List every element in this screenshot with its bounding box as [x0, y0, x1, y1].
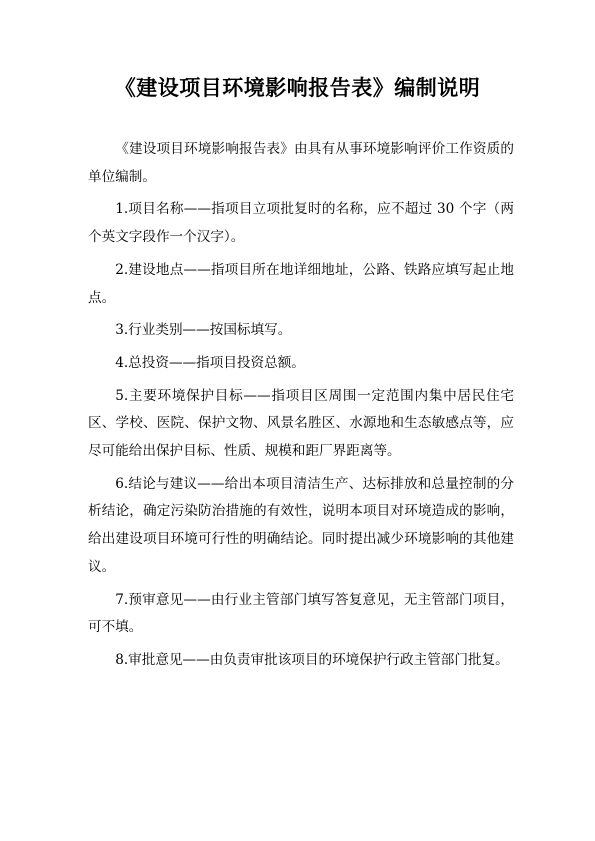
item-total-investment: 4.总投资——指项目投资总额。 [115, 354, 305, 371]
item-protection-targets: 5.主要环境保护目标——指项目区周围一定范围内集中居民住宅区、学校、医院、保护文物、风景名胜区、水源地和生态敏感点等，应尽可能给出保护目标、性质、规模和距厂界距离等。 [88, 387, 514, 460]
item-construction-site: 2.建设地点——指项目所在地详细地址，公路、铁路应填写起止地点。 [88, 261, 514, 306]
item-project-name: 1.项目名称——指项目立项批复时的名称，应不超过 30 个字（两个英文字段作一个汉字）。 [88, 201, 514, 246]
item-approval-opinion: 8.审批意见——由负责审批该项目的环境保护行政主管部门批复。 [115, 651, 509, 668]
document-body [88, 136, 514, 680]
item-industry-category: 3.行业类别——按国标填写。 [115, 322, 292, 339]
item-pre-review-opinion: 7.预审意见——由行业主管部门填写答复意见，无主管部门项目，可不填。 [88, 591, 514, 636]
intro-paragraph: 《建设项目环境影响报告表》由具有从事环境影响评价工作资质的单位编制。 [88, 141, 514, 185]
document-title: 《建设项目环境影响报告表》编制说明 [114, 75, 481, 100]
item-conclusion: 6.结论与建议——给出本项目清洁生产、达标排放和总量控制的分析结论，确定污染防治措施的有效性，说明本项目对环境造成的影响，给出建设项目环境可行性的明确结论。同时提出减少环境影响的其他建议。 [88, 475, 514, 575]
